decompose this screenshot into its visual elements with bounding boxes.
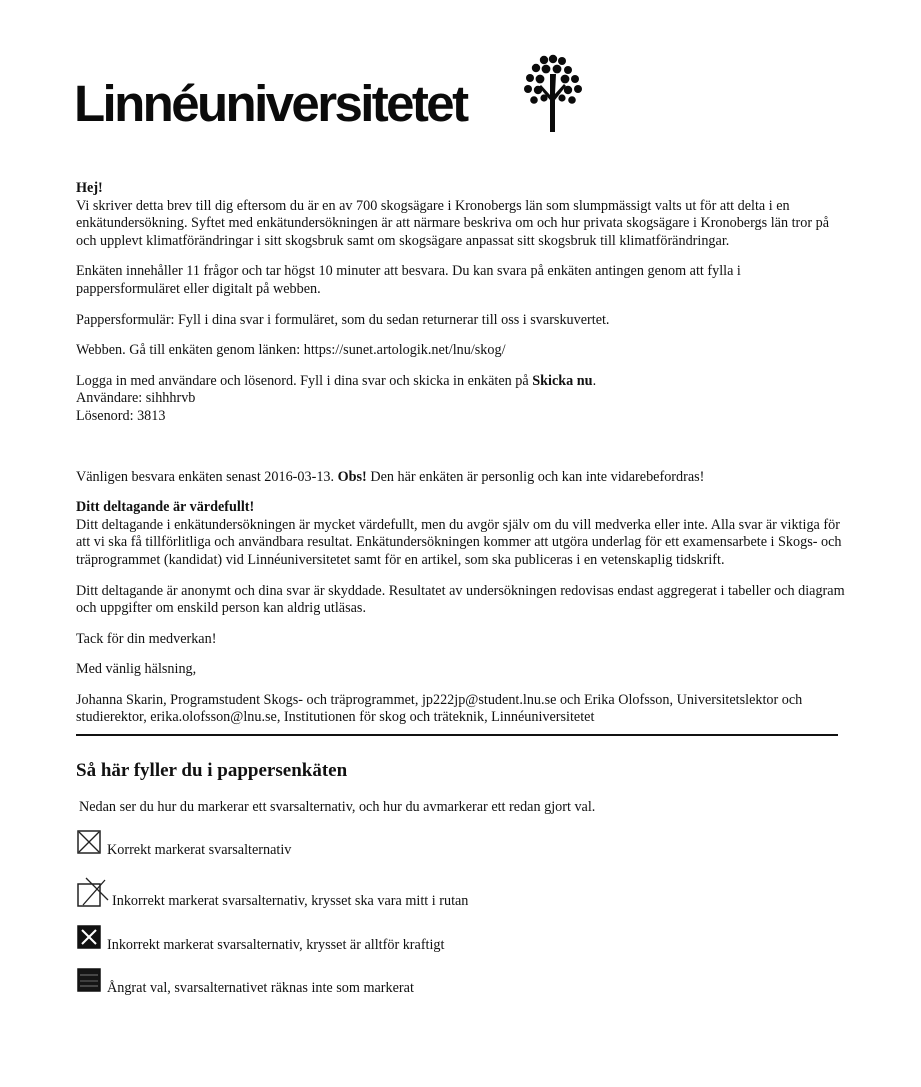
section-divider [76, 734, 838, 736]
valuable-heading: Ditt deltagande är värdefullt! [76, 499, 255, 516]
thanks-line: Tack för din medverkan! [76, 630, 217, 647]
heavy-check-box-icon [77, 925, 101, 949]
offcenter-check-box-icon [77, 877, 109, 909]
filled-box-icon [77, 968, 101, 992]
regards-line: Med vänlig hälsning, [76, 661, 197, 678]
web-paragraph: Webben. Gå till enkäten genom länken: https://sunet.artologik.net/lnu/skog/ [76, 342, 506, 359]
instructions-heading: Så här fyller du i pappersenkäten [76, 760, 348, 782]
example-label: Korrekt markerat svarsalternativ [107, 841, 292, 858]
logo-wordmark: Linnéuniversitetet [74, 75, 467, 132]
login-paragraph [76, 373, 846, 391]
intro-paragraph: Vi skriver detta brev till dig eftersom du är en av 700 skogsägare i Kronobergs län som slumpmässigt valts ut för att delta i en enkätundersökning. Syftet med enkätundersökningen är att närmare beskriva om och hur privata skogsägare i Kronobergs län tror på och upplevt klimatförändringar i sitt skogsbruk samt om skogsägare anpassat sitt skogsbruk till klimatförändringar. [76, 197, 830, 249]
example-label: Inkorrekt markerat svarsalternativ, krysset ska vara mitt i rutan [112, 893, 469, 910]
username-line: Användare: sihhhrvb [76, 390, 196, 407]
paper-form-paragraph: Pappersformulär: Fyll i dina svar i formuläret, som du sedan returnerar till oss i svarskuvertet. [76, 311, 610, 328]
submit-label: Skicka nu [532, 372, 593, 389]
example-label: Inkorrekt markerat svarsalternativ, krysset är alltför kraftigt [107, 936, 445, 953]
anonymous-paragraph: Ditt deltagande är anonymt och dina svar är skyddade. Resultatet av undersökningen redovisas endast aggregerat i tabeller och diagram och uppgifter om enskild person kan aldrig utläsas. [76, 582, 845, 617]
valuable-paragraph: Ditt deltagande i enkätundersökningen är mycket värdefullt, men du avgör själv om du vill medverka eller inte. Alla svar är viktiga för att vi ska få tillförlitliga och användbara resultat. Enkätundersökningen kommer att utgöra underlag för ett examensarbete i Skogs- och träprogrammet (kandidat) vid Linnéuniversitetet samt för en artikel, som ska publiceras i en vetenskaplig tidskrift. [76, 516, 842, 568]
deadline-rest: Den här enkäten är personlig och kan inte vidarebefordras! [366, 468, 705, 485]
instructions-intro: Nedan ser du hur du markerar ett svarsalternativ, och hur du avmarkerar ett redan gjort val. [79, 799, 596, 816]
university-logo [74, 54, 594, 136]
signature: Johanna Skarin, Programstudent Skogs- och träprogrammet, jp222jp@student.lnu.se och Erika Olofsson, Universitetslektor och studierektor, erika.olofsson@lnu.se, Institutionen för skog och träteknik, Linnéuniversitetet [76, 691, 803, 726]
letter-body [76, 180, 846, 998]
example-label: Ångrat val, svarsalternativet räknas inte som markerat [107, 980, 414, 997]
greeting: Hej! [76, 180, 103, 196]
example-heavy [76, 925, 846, 955]
example-offcenter [76, 877, 846, 911]
example-correct [76, 830, 846, 860]
correct-check-box-icon [77, 830, 101, 854]
deadline-paragraph [76, 469, 846, 487]
password-line: Lösenord: 3813 [76, 407, 166, 424]
example-filled [76, 968, 846, 998]
deadline-text: Vänligen besvara enkäten senast 2016-03-13. [76, 468, 338, 485]
login-end: . [592, 372, 597, 389]
login-text: Logga in med användare och lösenord. Fyll i dina svar och skicka in enkäten på [76, 372, 533, 389]
tree-icon [522, 54, 584, 134]
obs-label: Obs! [337, 468, 367, 485]
survey-info-paragraph: Enkäten innehåller 11 frågor och tar högst 10 minuter att besvara. Du kan svara på enkäten antingen genom att fylla i pappersformuläret eller digitalt på webben. [76, 263, 741, 297]
